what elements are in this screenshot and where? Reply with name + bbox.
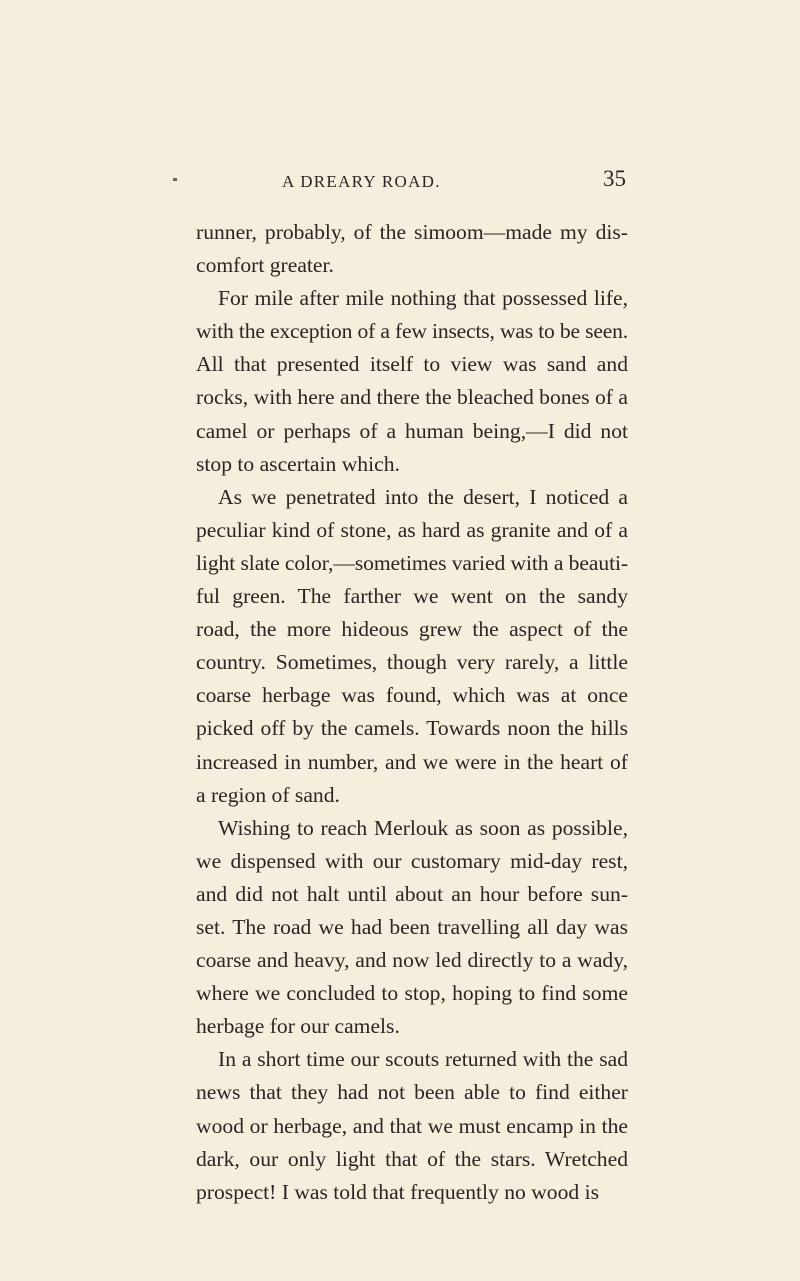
text-line: picked off by the camels. Towards noon the hills xyxy=(196,716,628,741)
text-line: As we penetrated into the desert, I noticed a xyxy=(218,484,628,509)
text-line: light slate color,—sometimes varied with a beauti- xyxy=(196,550,628,575)
body-text xyxy=(196,216,628,1209)
text-line: peculiar kind of stone, as hard as granite and of a xyxy=(196,517,628,542)
margin-mark xyxy=(173,178,177,181)
text-line: herbage for our camels. xyxy=(196,1014,400,1039)
page-number: 35 xyxy=(603,166,626,191)
text-line: with the exception of a few insects, was to be seen. xyxy=(196,319,628,344)
text-line: stop to ascertain which. xyxy=(196,451,400,476)
text-line: rocks, with here and there the bleached bones of a xyxy=(196,385,628,410)
text-line: and did not halt until about an hour before sun- xyxy=(196,881,628,906)
text-line: Wishing to reach Merlouk as soon as possible, xyxy=(218,815,628,840)
text-line: increased in number, and we were in the heart of xyxy=(196,749,628,774)
text-line: wood or herbage, and that we must encamp in the xyxy=(196,1113,628,1138)
text-line: comfort greater. xyxy=(196,253,334,278)
text-line: dark, our only light that of the stars. Wretched xyxy=(196,1146,628,1171)
text-line: camel or perhaps of a human being,—I did not xyxy=(196,418,628,443)
text-line: runner, probably, of the simoom—made my dis- xyxy=(196,220,628,244)
running-head-title: A DREARY ROAD. xyxy=(282,172,441,191)
text-line: prospect! I was told that frequently no wood is xyxy=(196,1179,599,1204)
text-line: road, the more hideous grew the aspect of the xyxy=(196,617,628,642)
text-line: we dispensed with our customary mid-day rest, xyxy=(196,848,628,873)
text-line: a region of sand. xyxy=(196,782,340,807)
text-line: For mile after mile nothing that possessed life, xyxy=(218,286,628,311)
running-head xyxy=(198,162,626,202)
text-line: All that presented itself to view was sand and xyxy=(196,352,628,377)
text-line: coarse and heavy, and now led directly to a wady, xyxy=(196,948,628,973)
text-line: news that they had not been able to find either xyxy=(196,1080,628,1105)
text-line: where we concluded to stop, hoping to find some xyxy=(196,981,628,1006)
text-line: ful green. The farther we went on the sandy xyxy=(196,584,628,609)
text-line: In a short time our scouts returned with the sad xyxy=(218,1047,628,1072)
text-line: country. Sometimes, though very rarely, a little xyxy=(196,650,628,675)
text-line: coarse herbage was found, which was at once xyxy=(196,683,628,708)
text-line: set. The road we had been travelling all day was xyxy=(196,914,628,939)
